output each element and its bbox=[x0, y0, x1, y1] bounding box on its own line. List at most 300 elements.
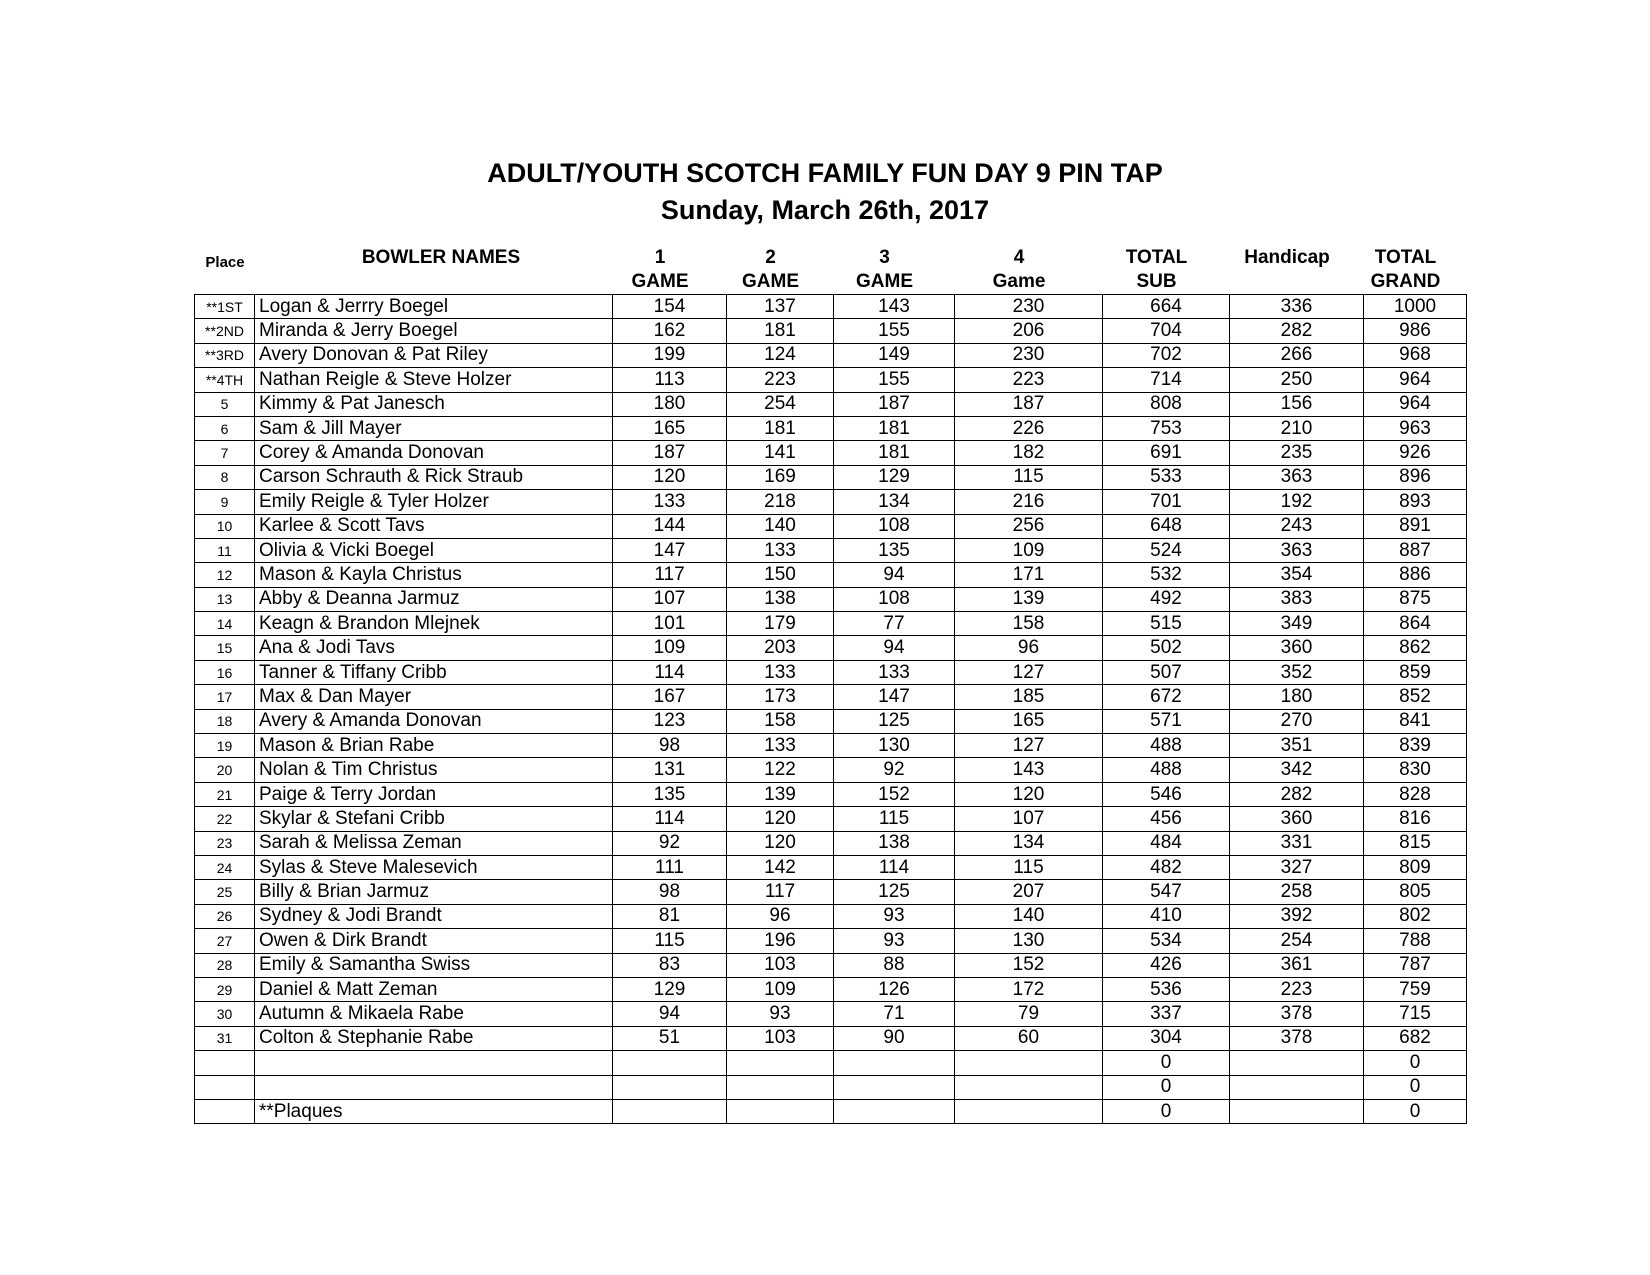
game-2-cell: 179 bbox=[727, 612, 834, 636]
game-1-cell: 113 bbox=[613, 368, 727, 392]
total-grand-cell: 875 bbox=[1364, 587, 1467, 611]
game-2-cell: 150 bbox=[727, 563, 834, 587]
game-2-cell: 124 bbox=[727, 343, 834, 367]
total-grand-cell: 864 bbox=[1364, 612, 1467, 636]
scores-table-body bbox=[195, 295, 1467, 1124]
game-3-cell: 135 bbox=[834, 538, 955, 562]
bowler-names-cell: Mason & Brian Rabe bbox=[255, 734, 613, 758]
game-2-cell: 218 bbox=[727, 490, 834, 514]
place-cell: 14 bbox=[195, 612, 255, 636]
game-4-cell: 256 bbox=[955, 514, 1103, 538]
bowler-names-cell: Sarah & Melissa Zeman bbox=[255, 831, 613, 855]
bowler-names-cell: Avery & Amanda Donovan bbox=[255, 709, 613, 733]
total-grand-cell: 964 bbox=[1364, 368, 1467, 392]
handicap-cell: 180 bbox=[1230, 685, 1364, 709]
handicap-cell: 270 bbox=[1230, 709, 1364, 733]
game-2-cell bbox=[727, 1075, 834, 1099]
table-row bbox=[195, 343, 1467, 367]
place-cell: 26 bbox=[195, 904, 255, 928]
place-cell bbox=[195, 1051, 255, 1075]
total-sub-cell: 808 bbox=[1103, 392, 1230, 416]
game-3-cell bbox=[834, 1099, 955, 1123]
game-4-cell: 140 bbox=[955, 904, 1103, 928]
place-cell: 9 bbox=[195, 490, 255, 514]
place-cell: 6 bbox=[195, 416, 255, 440]
game-2-cell bbox=[727, 1051, 834, 1075]
place-cell: 17 bbox=[195, 685, 255, 709]
total-sub-cell: 482 bbox=[1103, 855, 1230, 879]
game-3-cell: 88 bbox=[834, 953, 955, 977]
game-3-cell: 93 bbox=[834, 929, 955, 953]
game-4-cell: 165 bbox=[955, 709, 1103, 733]
total-grand-cell: 896 bbox=[1364, 465, 1467, 489]
game-2-cell: 120 bbox=[727, 831, 834, 855]
header-game-4 bbox=[945, 246, 1093, 294]
place-cell: 16 bbox=[195, 660, 255, 684]
handicap-cell: 351 bbox=[1230, 734, 1364, 758]
bowler-names-cell: Emily & Samantha Swiss bbox=[255, 953, 613, 977]
bowler-names-cell: Max & Dan Mayer bbox=[255, 685, 613, 709]
total-sub-cell: 488 bbox=[1103, 758, 1230, 782]
header-place: Place bbox=[205, 254, 245, 271]
game-3-cell bbox=[834, 1051, 955, 1075]
handicap-cell: 361 bbox=[1230, 953, 1364, 977]
game-2-cell: 140 bbox=[727, 514, 834, 538]
handicap-cell: 349 bbox=[1230, 612, 1364, 636]
handicap-cell: 336 bbox=[1230, 295, 1364, 319]
game-2-cell: 139 bbox=[727, 782, 834, 806]
total-sub-cell: 488 bbox=[1103, 734, 1230, 758]
game-1-cell: 167 bbox=[613, 685, 727, 709]
header-bowler-names: BOWLER NAMES bbox=[361, 247, 521, 268]
place-cell: 21 bbox=[195, 782, 255, 806]
game-1-cell bbox=[613, 1075, 727, 1099]
game-4-cell bbox=[955, 1075, 1103, 1099]
total-sub-cell: 410 bbox=[1103, 904, 1230, 928]
total-sub-cell: 0 bbox=[1103, 1099, 1230, 1123]
header-total-sub-bottom: SUB bbox=[1136, 271, 1177, 292]
game-2-cell: 122 bbox=[727, 758, 834, 782]
game-1-cell: 117 bbox=[613, 563, 727, 587]
table-row bbox=[195, 660, 1467, 684]
handicap-cell: 243 bbox=[1230, 514, 1364, 538]
game-4-cell: 226 bbox=[955, 416, 1103, 440]
game-3-cell: 115 bbox=[834, 807, 955, 831]
total-sub-cell: 672 bbox=[1103, 685, 1230, 709]
game-1-cell: 94 bbox=[613, 1002, 727, 1026]
handicap-cell: 266 bbox=[1230, 343, 1364, 367]
place-cell: 28 bbox=[195, 953, 255, 977]
table-row bbox=[195, 319, 1467, 343]
game-1-cell bbox=[613, 1051, 727, 1075]
game-2-cell: 181 bbox=[727, 416, 834, 440]
place-cell: **3RD bbox=[195, 343, 255, 367]
total-sub-cell: 492 bbox=[1103, 587, 1230, 611]
handicap-cell: 378 bbox=[1230, 1002, 1364, 1026]
game-2-cell: 254 bbox=[727, 392, 834, 416]
table-row bbox=[195, 807, 1467, 831]
game-4-cell: 143 bbox=[955, 758, 1103, 782]
game-3-cell: 94 bbox=[834, 563, 955, 587]
game-4-cell: 216 bbox=[955, 490, 1103, 514]
handicap-cell bbox=[1230, 1051, 1364, 1075]
total-sub-cell: 426 bbox=[1103, 953, 1230, 977]
game-1-cell: 101 bbox=[613, 612, 727, 636]
table-row bbox=[195, 977, 1467, 1001]
handicap-cell: 327 bbox=[1230, 855, 1364, 879]
place-cell: 23 bbox=[195, 831, 255, 855]
game-4-cell: 139 bbox=[955, 587, 1103, 611]
game-3-cell: 181 bbox=[834, 441, 955, 465]
total-sub-cell: 546 bbox=[1103, 782, 1230, 806]
game-4-cell: 60 bbox=[955, 1026, 1103, 1050]
total-grand-cell: 809 bbox=[1364, 855, 1467, 879]
total-grand-cell: 1000 bbox=[1364, 295, 1467, 319]
total-sub-cell: 702 bbox=[1103, 343, 1230, 367]
scores-table bbox=[194, 294, 1467, 1124]
game-2-cell: 203 bbox=[727, 636, 834, 660]
game-4-cell: 120 bbox=[955, 782, 1103, 806]
game-4-cell: 115 bbox=[955, 855, 1103, 879]
game-3-cell: 138 bbox=[834, 831, 955, 855]
game-3-cell: 133 bbox=[834, 660, 955, 684]
header-total-grand bbox=[1354, 246, 1457, 294]
total-grand-cell: 682 bbox=[1364, 1026, 1467, 1050]
total-sub-cell: 524 bbox=[1103, 538, 1230, 562]
total-grand-cell: 830 bbox=[1364, 758, 1467, 782]
header-total-grand-top: TOTAL bbox=[1374, 247, 1437, 268]
game-1-cell: 147 bbox=[613, 538, 727, 562]
game-2-cell: 196 bbox=[727, 929, 834, 953]
table-row bbox=[195, 1051, 1467, 1075]
total-grand-cell: 816 bbox=[1364, 807, 1467, 831]
table-row bbox=[195, 490, 1467, 514]
bowler-names-cell: Tanner & Tiffany Cribb bbox=[255, 660, 613, 684]
total-grand-cell: 815 bbox=[1364, 831, 1467, 855]
total-grand-cell: 968 bbox=[1364, 343, 1467, 367]
handicap-cell: 360 bbox=[1230, 636, 1364, 660]
game-4-cell: 134 bbox=[955, 831, 1103, 855]
total-sub-cell: 648 bbox=[1103, 514, 1230, 538]
bowler-names-cell: Kimmy & Pat Janesch bbox=[255, 392, 613, 416]
total-sub-cell: 704 bbox=[1103, 319, 1230, 343]
table-row bbox=[195, 1099, 1467, 1123]
total-grand-cell: 926 bbox=[1364, 441, 1467, 465]
bowler-names-cell: Sydney & Jodi Brandt bbox=[255, 904, 613, 928]
header-game-1-number: 1 bbox=[654, 247, 666, 268]
total-sub-cell: 532 bbox=[1103, 563, 1230, 587]
total-grand-cell: 859 bbox=[1364, 660, 1467, 684]
game-2-cell: 120 bbox=[727, 807, 834, 831]
game-3-cell: 187 bbox=[834, 392, 955, 416]
game-4-cell: 79 bbox=[955, 1002, 1103, 1026]
total-sub-cell: 547 bbox=[1103, 880, 1230, 904]
bowler-names-cell: Karlee & Scott Tavs bbox=[255, 514, 613, 538]
total-grand-cell: 0 bbox=[1364, 1099, 1467, 1123]
game-4-cell: 172 bbox=[955, 977, 1103, 1001]
game-3-cell: 93 bbox=[834, 904, 955, 928]
game-3-cell: 129 bbox=[834, 465, 955, 489]
place-cell: 8 bbox=[195, 465, 255, 489]
game-1-cell: 199 bbox=[613, 343, 727, 367]
total-grand-cell: 986 bbox=[1364, 319, 1467, 343]
game-1-cell: 107 bbox=[613, 587, 727, 611]
total-grand-cell: 759 bbox=[1364, 977, 1467, 1001]
table-row bbox=[195, 441, 1467, 465]
game-3-cell: 90 bbox=[834, 1026, 955, 1050]
place-cell: **1ST bbox=[195, 295, 255, 319]
page-title: ADULT/YOUTH SCOTCH FAMILY FUN DAY 9 PIN TAP bbox=[487, 158, 1163, 188]
place-cell: 25 bbox=[195, 880, 255, 904]
game-3-cell: 71 bbox=[834, 1002, 955, 1026]
game-1-cell: 81 bbox=[613, 904, 727, 928]
bowler-names-cell: Logan & Jerrry Boegel bbox=[255, 295, 613, 319]
bowler-names-cell: Ana & Jodi Tavs bbox=[255, 636, 613, 660]
table-row bbox=[195, 734, 1467, 758]
game-3-cell bbox=[834, 1075, 955, 1099]
game-2-cell: 158 bbox=[727, 709, 834, 733]
game-3-cell: 149 bbox=[834, 343, 955, 367]
total-sub-cell: 507 bbox=[1103, 660, 1230, 684]
game-1-cell: 109 bbox=[613, 636, 727, 660]
handicap-cell: 342 bbox=[1230, 758, 1364, 782]
game-4-cell bbox=[955, 1051, 1103, 1075]
game-2-cell: 141 bbox=[727, 441, 834, 465]
total-sub-cell: 701 bbox=[1103, 490, 1230, 514]
table-row bbox=[195, 563, 1467, 587]
bowler-names-cell: Emily Reigle & Tyler Holzer bbox=[255, 490, 613, 514]
header-game-3-number: 3 bbox=[879, 247, 890, 268]
header-game-1-label: GAME bbox=[631, 271, 689, 292]
total-sub-cell: 484 bbox=[1103, 831, 1230, 855]
game-1-cell: 154 bbox=[613, 295, 727, 319]
game-4-cell: 185 bbox=[955, 685, 1103, 709]
table-row bbox=[195, 295, 1467, 319]
table-row bbox=[195, 514, 1467, 538]
bowler-names-cell: Autumn & Mikaela Rabe bbox=[255, 1002, 613, 1026]
bowler-names-cell: Daniel & Matt Zeman bbox=[255, 977, 613, 1001]
game-2-cell: 109 bbox=[727, 977, 834, 1001]
table-row bbox=[195, 1002, 1467, 1026]
table-row bbox=[195, 538, 1467, 562]
bowler-names-cell: Skylar & Stefani Cribb bbox=[255, 807, 613, 831]
game-1-cell: 51 bbox=[613, 1026, 727, 1050]
bowler-names-cell: Avery Donovan & Pat Riley bbox=[255, 343, 613, 367]
place-cell: 19 bbox=[195, 734, 255, 758]
bowler-names-cell: Owen & Dirk Brandt bbox=[255, 929, 613, 953]
table-row bbox=[195, 587, 1467, 611]
game-3-cell: 147 bbox=[834, 685, 955, 709]
bowler-names-cell: **Plaques bbox=[255, 1099, 613, 1123]
handicap-cell: 392 bbox=[1230, 904, 1364, 928]
bowler-names-cell: Billy & Brian Jarmuz bbox=[255, 880, 613, 904]
game-2-cell: 137 bbox=[727, 295, 834, 319]
bowler-names-cell: Keagn & Brandon Mlejnek bbox=[255, 612, 613, 636]
handicap-cell: 156 bbox=[1230, 392, 1364, 416]
game-2-cell: 133 bbox=[727, 734, 834, 758]
table-row bbox=[195, 1026, 1467, 1050]
header-game-3 bbox=[824, 246, 945, 294]
bowler-names-cell: Mason & Kayla Christus bbox=[255, 563, 613, 587]
game-4-cell: 171 bbox=[955, 563, 1103, 587]
game-4-cell: 107 bbox=[955, 807, 1103, 831]
bowler-names-cell: Sylas & Steve Malesevich bbox=[255, 855, 613, 879]
total-sub-cell: 515 bbox=[1103, 612, 1230, 636]
game-4-cell: 207 bbox=[955, 880, 1103, 904]
game-3-cell: 134 bbox=[834, 490, 955, 514]
game-4-cell: 230 bbox=[955, 295, 1103, 319]
game-3-cell: 94 bbox=[834, 636, 955, 660]
total-sub-cell: 714 bbox=[1103, 368, 1230, 392]
game-1-cell: 144 bbox=[613, 514, 727, 538]
game-3-cell: 108 bbox=[834, 514, 955, 538]
game-1-cell: 129 bbox=[613, 977, 727, 1001]
place-cell: 22 bbox=[195, 807, 255, 831]
total-grand-cell: 886 bbox=[1364, 563, 1467, 587]
handicap-cell: 235 bbox=[1230, 441, 1364, 465]
total-grand-cell: 887 bbox=[1364, 538, 1467, 562]
table-row bbox=[195, 1075, 1467, 1099]
game-1-cell: 98 bbox=[613, 734, 727, 758]
game-4-cell: 130 bbox=[955, 929, 1103, 953]
game-4-cell: 127 bbox=[955, 660, 1103, 684]
game-4-cell: 115 bbox=[955, 465, 1103, 489]
place-cell: 11 bbox=[195, 538, 255, 562]
game-1-cell: 135 bbox=[613, 782, 727, 806]
game-2-cell: 133 bbox=[727, 660, 834, 684]
place-cell: 29 bbox=[195, 977, 255, 1001]
total-grand-cell: 852 bbox=[1364, 685, 1467, 709]
game-2-cell: 223 bbox=[727, 368, 834, 392]
bowler-names-cell: Colton & Stephanie Rabe bbox=[255, 1026, 613, 1050]
game-3-cell: 108 bbox=[834, 587, 955, 611]
game-2-cell: 138 bbox=[727, 587, 834, 611]
game-4-cell: 152 bbox=[955, 953, 1103, 977]
total-sub-cell: 0 bbox=[1103, 1051, 1230, 1075]
game-1-cell: 133 bbox=[613, 490, 727, 514]
game-1-cell: 131 bbox=[613, 758, 727, 782]
handicap-cell: 354 bbox=[1230, 563, 1364, 587]
game-3-cell: 125 bbox=[834, 880, 955, 904]
table-row bbox=[195, 612, 1467, 636]
handicap-cell: 378 bbox=[1230, 1026, 1364, 1050]
game-1-cell bbox=[613, 1099, 727, 1123]
handicap-cell: 223 bbox=[1230, 977, 1364, 1001]
place-cell: 13 bbox=[195, 587, 255, 611]
table-row bbox=[195, 392, 1467, 416]
total-grand-cell: 715 bbox=[1364, 1002, 1467, 1026]
header-total-sub bbox=[1093, 246, 1220, 294]
handicap-cell: 258 bbox=[1230, 880, 1364, 904]
total-sub-cell: 337 bbox=[1103, 1002, 1230, 1026]
table-row bbox=[195, 758, 1467, 782]
bowler-names-cell: Sam & Jill Mayer bbox=[255, 416, 613, 440]
place-cell: 31 bbox=[195, 1026, 255, 1050]
game-3-cell: 130 bbox=[834, 734, 955, 758]
place-cell: 15 bbox=[195, 636, 255, 660]
table-row bbox=[195, 636, 1467, 660]
game-2-cell bbox=[727, 1099, 834, 1123]
place-cell: 27 bbox=[195, 929, 255, 953]
game-1-cell: 187 bbox=[613, 441, 727, 465]
bowler-names-cell: Corey & Amanda Donovan bbox=[255, 441, 613, 465]
total-grand-cell: 891 bbox=[1364, 514, 1467, 538]
game-1-cell: 123 bbox=[613, 709, 727, 733]
game-3-cell: 155 bbox=[834, 368, 955, 392]
header-total-sub-top: TOTAL bbox=[1125, 247, 1188, 268]
bowler-names-cell: Olivia & Vicki Boegel bbox=[255, 538, 613, 562]
total-grand-cell: 802 bbox=[1364, 904, 1467, 928]
table-row bbox=[195, 831, 1467, 855]
bowler-names-cell bbox=[255, 1075, 613, 1099]
header-game-2-number: 2 bbox=[765, 247, 776, 268]
game-4-cell: 230 bbox=[955, 343, 1103, 367]
table-row bbox=[195, 782, 1467, 806]
game-4-cell: 109 bbox=[955, 538, 1103, 562]
total-grand-cell: 963 bbox=[1364, 416, 1467, 440]
total-sub-cell: 534 bbox=[1103, 929, 1230, 953]
table-row bbox=[195, 416, 1467, 440]
game-1-cell: 180 bbox=[613, 392, 727, 416]
handicap-cell: 210 bbox=[1230, 416, 1364, 440]
table-row bbox=[195, 953, 1467, 977]
total-grand-cell: 964 bbox=[1364, 392, 1467, 416]
game-2-cell: 142 bbox=[727, 855, 834, 879]
header-game-4-number: 4 bbox=[1013, 247, 1025, 268]
game-4-cell: 127 bbox=[955, 734, 1103, 758]
handicap-cell: 363 bbox=[1230, 538, 1364, 562]
game-3-cell: 143 bbox=[834, 295, 955, 319]
game-2-cell: 181 bbox=[727, 319, 834, 343]
game-1-cell: 98 bbox=[613, 880, 727, 904]
total-sub-cell: 456 bbox=[1103, 807, 1230, 831]
page-subtitle: Sunday, March 26th, 2017 bbox=[660, 195, 990, 225]
game-3-cell: 155 bbox=[834, 319, 955, 343]
place-cell: **2ND bbox=[195, 319, 255, 343]
total-grand-cell: 0 bbox=[1364, 1075, 1467, 1099]
game-1-cell: 162 bbox=[613, 319, 727, 343]
handicap-cell: 383 bbox=[1230, 587, 1364, 611]
game-3-cell: 92 bbox=[834, 758, 955, 782]
bowler-names-cell: Carson Schrauth & Rick Straub bbox=[255, 465, 613, 489]
place-cell bbox=[195, 1099, 255, 1123]
place-cell: 24 bbox=[195, 855, 255, 879]
game-4-cell: 223 bbox=[955, 368, 1103, 392]
header-game-2 bbox=[717, 246, 824, 294]
table-row bbox=[195, 904, 1467, 928]
game-4-cell bbox=[955, 1099, 1103, 1123]
place-cell: 30 bbox=[195, 1002, 255, 1026]
game-1-cell: 83 bbox=[613, 953, 727, 977]
handicap-cell: 352 bbox=[1230, 660, 1364, 684]
table-row bbox=[195, 855, 1467, 879]
total-grand-cell: 0 bbox=[1364, 1051, 1467, 1075]
total-sub-cell: 0 bbox=[1103, 1075, 1230, 1099]
game-4-cell: 206 bbox=[955, 319, 1103, 343]
game-2-cell: 96 bbox=[727, 904, 834, 928]
header-game-3-label: GAME bbox=[856, 271, 913, 292]
header-game-2-label: GAME bbox=[742, 271, 799, 292]
game-2-cell: 93 bbox=[727, 1002, 834, 1026]
game-1-cell: 120 bbox=[613, 465, 727, 489]
game-4-cell: 158 bbox=[955, 612, 1103, 636]
game-1-cell: 92 bbox=[613, 831, 727, 855]
table-row bbox=[195, 465, 1467, 489]
place-cell bbox=[195, 1075, 255, 1099]
total-grand-cell: 841 bbox=[1364, 709, 1467, 733]
handicap-cell: 254 bbox=[1230, 929, 1364, 953]
handicap-cell bbox=[1230, 1075, 1364, 1099]
